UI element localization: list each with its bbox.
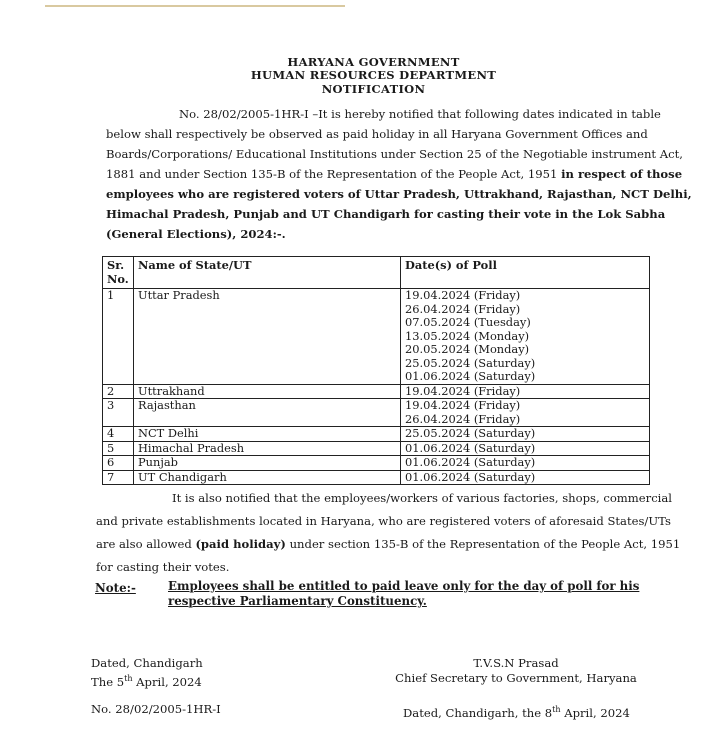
cell-dates: [401, 289, 650, 385]
issue-date-prefix: The 5: [91, 674, 125, 689]
cell-dates: [401, 427, 650, 442]
cell-sr-no: 2: [103, 384, 134, 399]
cell-state: Punjab: [134, 456, 401, 471]
intro-bold-text: (General Elections), 2024:-.: [106, 227, 286, 241]
cell-sr-no: 1: [103, 289, 134, 385]
top-rule: [45, 5, 345, 7]
header-government: HARYANA GOVERNMENT: [287, 55, 460, 69]
poll-date: 01.06.2024 (Saturday): [405, 369, 536, 383]
poll-date: 07.05.2024 (Tuesday): [405, 315, 531, 329]
table-row: [103, 441, 650, 456]
cell-state: Uttar Pradesh: [134, 289, 401, 385]
cell-state: NCT Delhi: [134, 427, 401, 442]
issue-date-suffix: April, 2024: [132, 674, 202, 689]
para2-text: are also allowed: [96, 537, 196, 551]
issue-date-block: [91, 656, 203, 690]
intro-bold-text: Himachal Pradesh, Punjab and UT Chandigarh for casting their vote in the Lok Sabha: [106, 207, 666, 221]
signatory-name: T.V.S.N Prasad: [473, 656, 559, 670]
poll-date: 01.06.2024 (Saturday): [405, 440, 536, 455]
table-header-row: [103, 257, 650, 289]
poll-date: 19.04.2024 (Friday): [405, 288, 521, 302]
intro-line: [106, 204, 666, 224]
table-body: [103, 289, 650, 485]
cell-sr-no: 4: [103, 427, 134, 442]
cell-sr-no: 7: [103, 470, 134, 485]
table-row: [103, 399, 650, 427]
endorsement-date-suffix: April, 2024: [560, 705, 630, 720]
signature-block: [395, 656, 637, 686]
cell-sr-no: 5: [103, 441, 134, 456]
cell-state: Himachal Pradesh: [134, 441, 401, 456]
poll-date: 26.04.2024 (Friday): [405, 301, 521, 316]
cell-dates: [401, 456, 650, 471]
table-row: [103, 384, 650, 399]
issue-date: [91, 671, 203, 690]
header-sr-no: Sr. No.: [103, 257, 134, 289]
header-state: Name of State/UT: [134, 257, 401, 289]
intro-line: Boards/Corporations/ Educational Institutions under Section 25 of the Negotiable instrument Act,: [106, 147, 683, 161]
table-row: [103, 289, 650, 385]
header-department: HUMAN RESOURCES DEPARTMENT: [250, 68, 497, 82]
note-line: Employees shall be entitled to paid leave only for the day of poll for his: [168, 579, 640, 593]
cell-dates: [401, 470, 650, 485]
intro-line: [106, 224, 651, 244]
cell-state: Uttrakhand: [134, 384, 401, 399]
intro-bold-text: in respect of those: [561, 167, 683, 181]
poll-date: 01.06.2024 (Saturday): [405, 469, 536, 484]
intro-line: No. 28/02/2005-1HR-I –It is hereby notified that following dates indicated in table: [179, 107, 661, 121]
issue-date-sup: th: [124, 674, 133, 683]
cell-sr-no: 6: [103, 456, 134, 471]
table-row: [103, 470, 650, 485]
intro-bold-text: employees who are registered voters of Uttar Pradesh, Uttrakhand, Rajasthan, NCT Delhi,: [106, 187, 692, 201]
para2-text: under section 135-B of the Representation of the People Act, 1951: [285, 537, 681, 551]
header-notification: NOTIFICATION: [321, 82, 426, 96]
para2-line: for casting their votes.: [96, 560, 230, 574]
para2-line: [96, 533, 681, 556]
poll-date: 19.04.2024 (Friday): [405, 398, 521, 412]
note-text: [168, 579, 658, 609]
intro-line: [106, 184, 692, 204]
poll-date: 13.05.2024 (Monday): [405, 328, 530, 343]
cell-state: UT Chandigarh: [134, 470, 401, 485]
endorsement-date-prefix: Dated, Chandigarh, the 8: [403, 705, 553, 720]
cell-dates: [401, 399, 650, 427]
para2-line: It is also notified that the employees/workers of various factories, shops, commercial: [172, 491, 673, 505]
poll-date: 25.05.2024 (Saturday): [405, 426, 536, 440]
second-paragraph: [96, 487, 681, 579]
endorsement-date: [403, 702, 630, 721]
memo-number: No. 28/02/2005-1HR-I: [91, 702, 221, 716]
poll-date: 26.04.2024 (Friday): [405, 411, 521, 426]
intro-line: below shall respectively be observed as paid holiday in all Haryana Government Offices and: [106, 127, 648, 141]
note-line: respective Parliamentary Constituency.: [168, 594, 427, 608]
dated-place: Dated, Chandigarh: [91, 656, 203, 670]
intro-line: [106, 164, 683, 184]
signatory-title: Chief Secretary to Government, Haryana: [395, 671, 637, 685]
cell-state: Rajasthan: [134, 399, 401, 427]
table-row: [103, 456, 650, 471]
poll-date: 20.05.2024 (Monday): [405, 342, 530, 356]
poll-date: 25.05.2024 (Saturday): [405, 355, 536, 370]
paid-holiday-text: (paid holiday): [195, 537, 286, 551]
cell-dates: [401, 441, 650, 456]
cell-dates: [401, 384, 650, 399]
poll-dates-table: [102, 256, 650, 485]
cell-sr-no: 3: [103, 399, 134, 427]
endorsement-date-sup: th: [552, 705, 561, 714]
para2-line: and private establishments located in Haryana, who are registered voters of aforesaid States/UTs: [96, 514, 671, 528]
poll-date: 01.06.2024 (Saturday): [405, 455, 536, 469]
table-row: [103, 427, 650, 442]
intro-paragraph: [106, 104, 692, 244]
note-label: Note:-: [95, 581, 136, 595]
poll-date: 19.04.2024 (Friday): [405, 383, 521, 398]
intro-text: 1881 and under Section 135-B of the Representation of the People Act, 1951: [106, 167, 562, 181]
header-dates: Date(s) of Poll: [401, 257, 650, 289]
